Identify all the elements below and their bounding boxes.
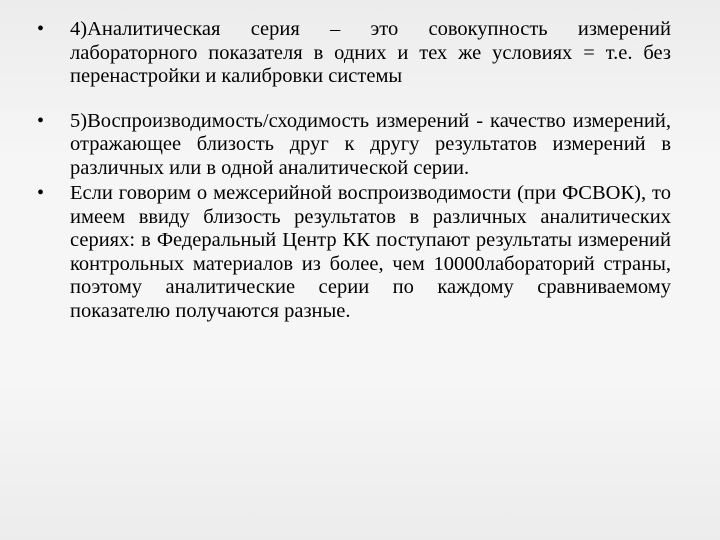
- bullet-text: 4)Аналитическая серия – это совокупность измерений лабораторного показателя в одних и тех же условиях = т.е. без перенастройки и калибровки системы: [70, 18, 671, 87]
- bullet-icon: •: [37, 18, 45, 40]
- bullet-item-interseries: [37, 182, 671, 323]
- bullet-list: [37, 18, 671, 323]
- bullet-text: 5)Воспроизводимость/сходимость измерений - качество измерений, отражающее близость друг к другу результатов измерений в различных или в одной аналитической серии.: [70, 109, 671, 179]
- bullet-icon: •: [37, 182, 45, 204]
- bullet-item-analytical-series: [37, 18, 671, 89]
- bullet-item-reproducibility: [37, 110, 671, 181]
- bullet-text: Если говорим о межсерийной воспроизводимости (при ФСВОК), то имеем ввиду близость результатов в различных аналитических сериях: в Федеральный Центр КК поступают результаты измерений контрольных материалов из более, чем 10000лабораторий страны, поэтому аналитические серии по каждому сравниваемому показателю получаются разные.: [70, 182, 671, 322]
- bullet-icon: •: [37, 109, 45, 132]
